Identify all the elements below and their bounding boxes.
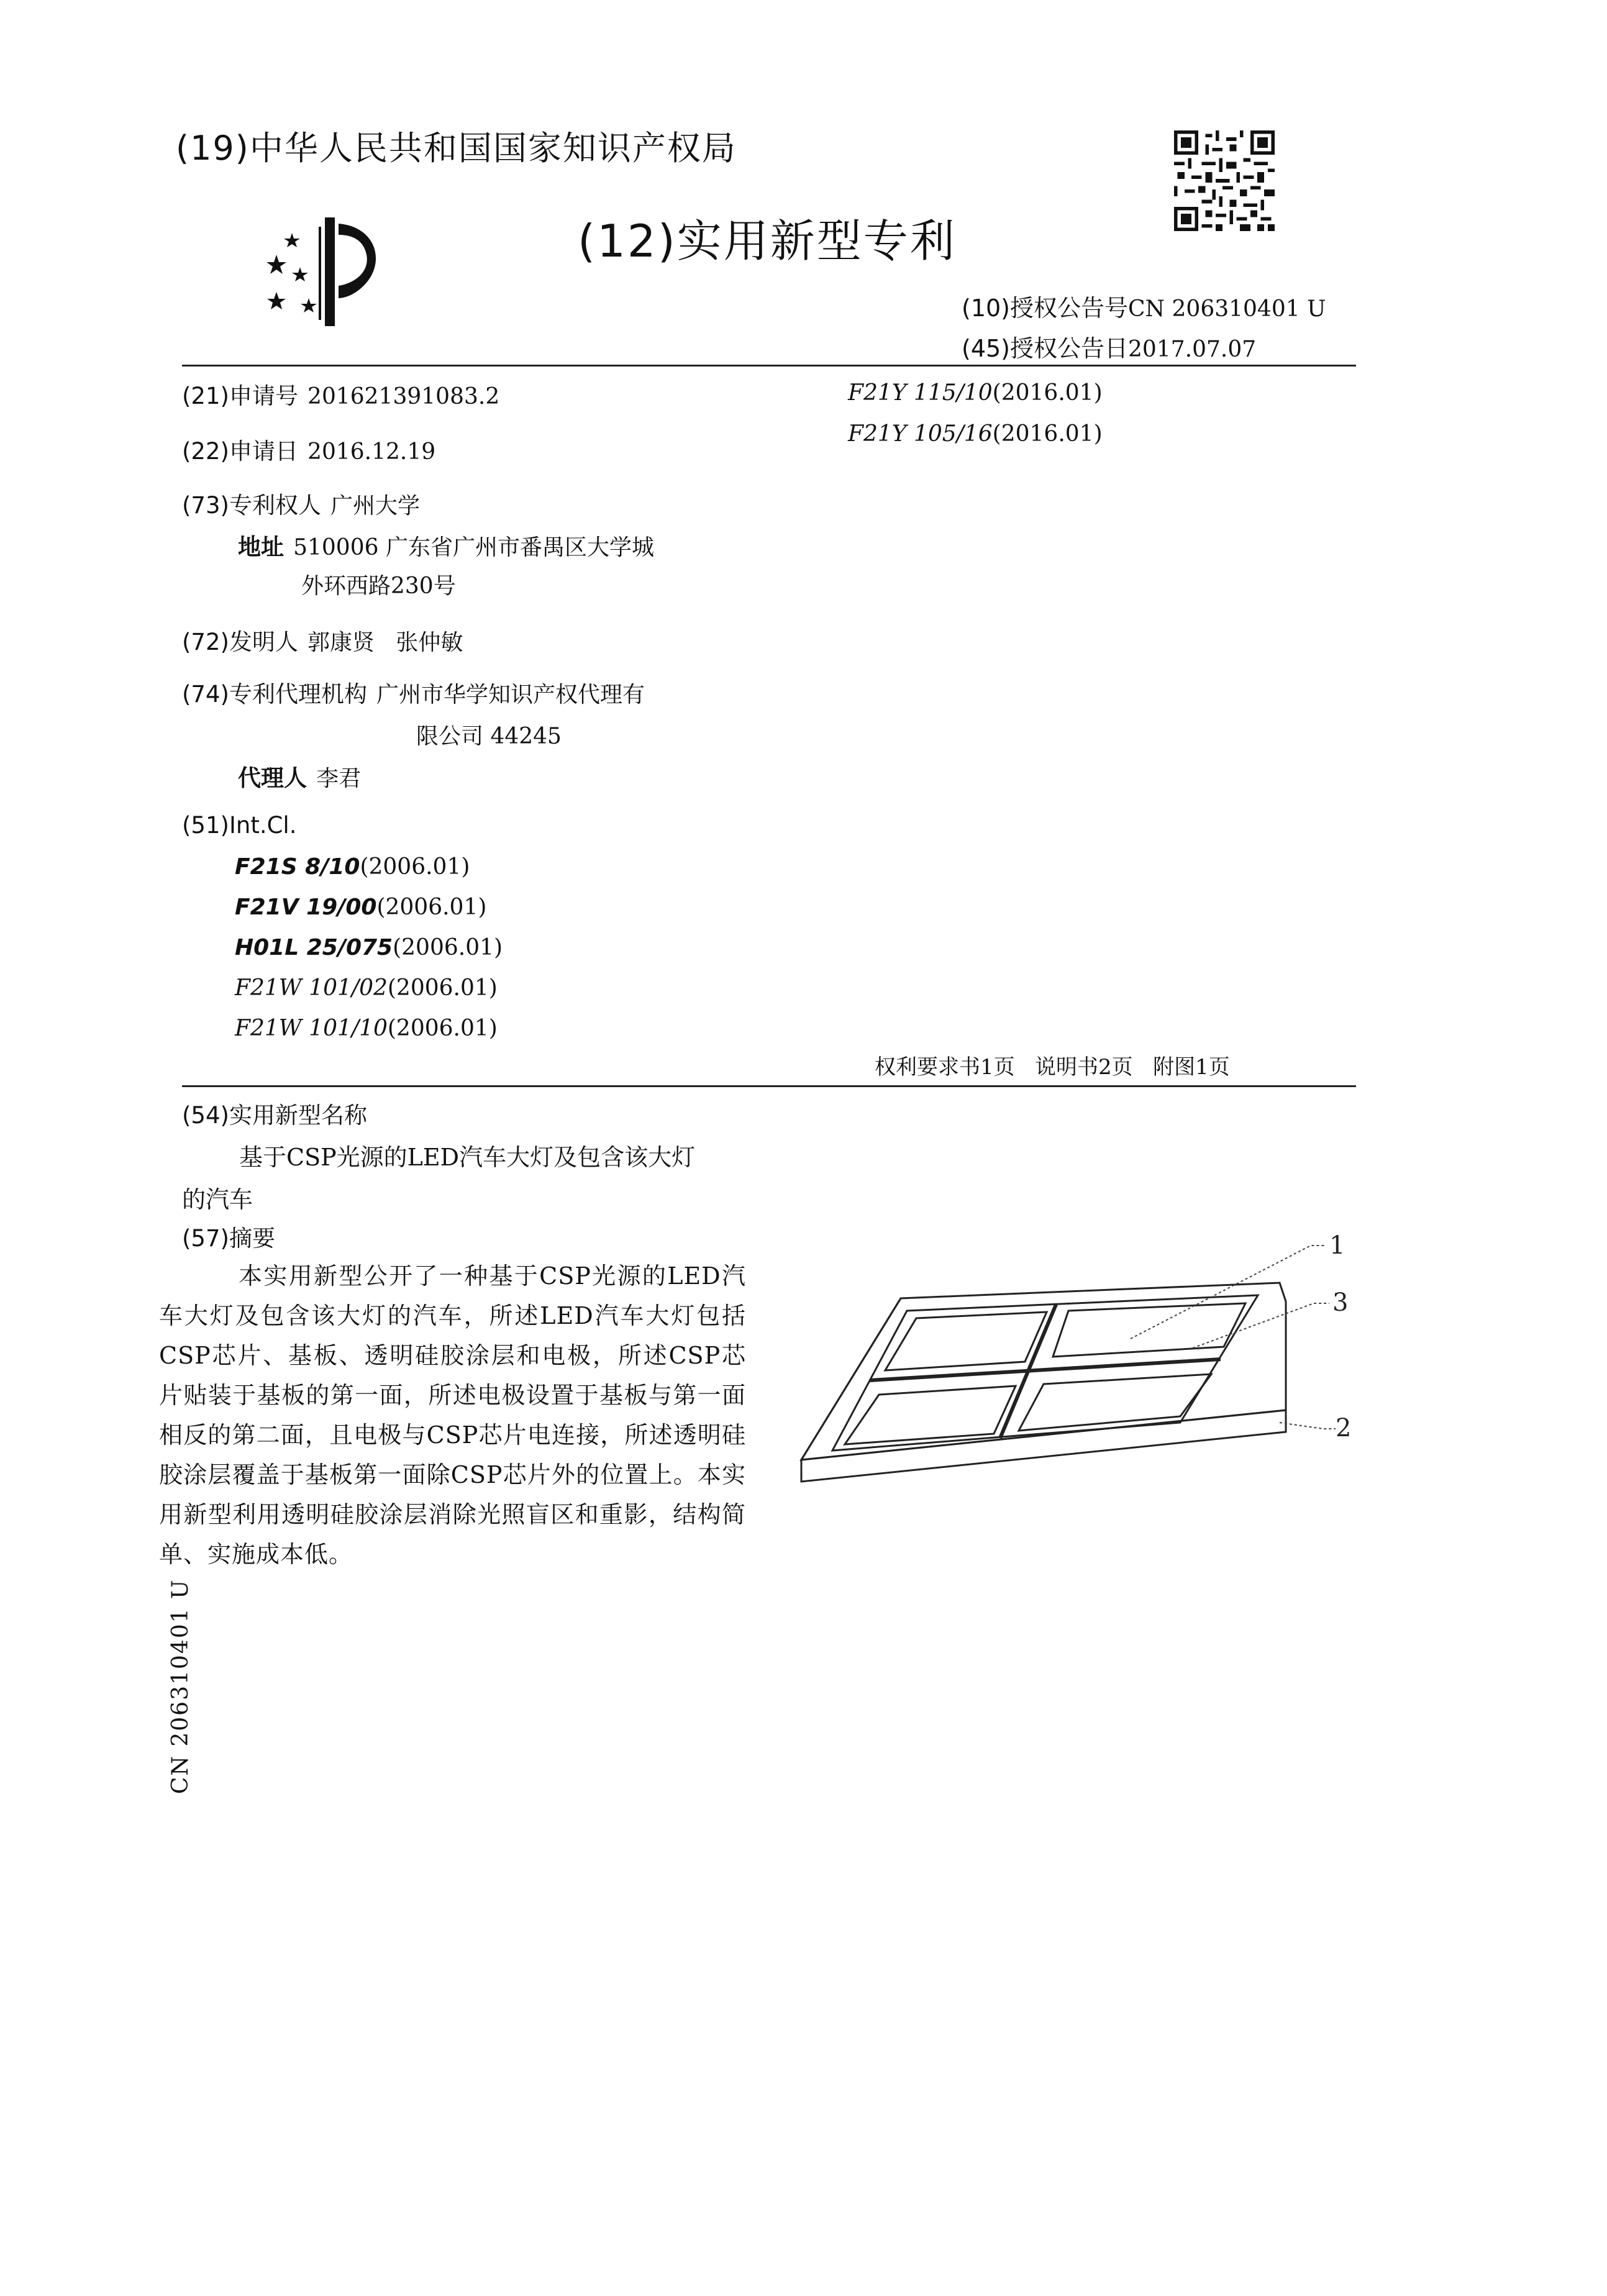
application-number-label: (21)申请号	[182, 383, 298, 409]
secondary-ipc-version: (2016.01)	[992, 421, 1103, 447]
secondary-ipc-code: F21Y 115/10	[848, 380, 993, 406]
publication-number-label: (10)授权公告号	[962, 294, 1129, 322]
intcl-code: F21V 19/00	[235, 895, 377, 920]
agency-line2: 限公司 44245	[416, 724, 562, 749]
cnipa-logo	[252, 205, 394, 329]
figure-label-3: 3	[1332, 1288, 1349, 1317]
abstract-text: 本实用新型公开了一种基于CSP光源的LED汽车大灯及包含该大灯的汽车，所述LED汽车大灯包括CSP芯片、基板、透明硅胶涂层和电极，所述CSP芯片贴装于基板的第一面，所述电极设置于基板与第一面相反的第二面，且电极与CSP芯片电连接，所述透明硅胶涂层覆盖于基板第一面除CSP芯片外的位置上。本实用新型利用透明硅胶涂层消除光照盲区和重影，结构简单、实施成本低。	[159, 1262, 746, 1568]
agency-label: (74)专利代理机构	[182, 681, 367, 708]
publication-number	[962, 289, 1326, 323]
intcl-version: (2006.01)	[376, 895, 487, 920]
agent-value: 李君	[316, 766, 362, 791]
publication-date	[962, 329, 1256, 363]
figure-label-2: 2	[1336, 1414, 1352, 1442]
address	[238, 528, 654, 562]
address-line1: 510006 广东省广州市番禺区大学城	[293, 535, 654, 560]
intcl-version: (2006.01)	[387, 975, 498, 1001]
figure-label-1: 1	[1329, 1231, 1345, 1260]
agent	[238, 759, 361, 793]
secondary-ipc-entry	[848, 421, 1103, 447]
patent-type-title: (12)实用新型专利	[578, 215, 957, 267]
address-label: 地址	[238, 534, 284, 560]
patentee	[182, 486, 420, 520]
filing-date-label: (22)申请日	[182, 438, 298, 465]
agent-label: 代理人	[238, 765, 307, 791]
intcl-version: (2006.01)	[360, 854, 470, 880]
intcl-entry	[235, 975, 498, 1001]
application-number	[182, 377, 499, 411]
title-label: (54)实用新型名称	[182, 1102, 367, 1129]
inventors-label: (72)发明人	[182, 629, 298, 655]
patentee-value: 广州大学	[330, 493, 421, 519]
filing-date	[182, 432, 435, 466]
application-number-value: 201621391083.2	[307, 384, 500, 409]
publication-date-label: (45)授权公告日	[962, 335, 1129, 362]
qr-code	[1174, 130, 1275, 231]
agency	[182, 675, 645, 709]
side-publication-number: CN 206310401 U	[168, 1578, 193, 1794]
intcl-entry	[235, 1016, 498, 1041]
publication-date-value: 2017.07.07	[1128, 337, 1257, 362]
patentee-label: (73)专利权人	[182, 492, 321, 519]
intcl-entry	[235, 895, 486, 920]
page-counts: 权利要求书1页 说明书2页 附图1页	[875, 1055, 1230, 1080]
filing-date-value: 2016.12.19	[307, 439, 436, 465]
intcl-label: (51)Int.Cl.	[182, 812, 297, 839]
secondary-ipc-version: (2016.01)	[992, 380, 1103, 406]
intcl-version: (2006.01)	[387, 1016, 498, 1041]
inventors	[182, 623, 463, 657]
headlamp-drawing	[795, 1218, 1367, 1510]
agency-line1: 广州市华学知识产权代理有	[376, 682, 645, 708]
secondary-ipc-entry	[848, 380, 1103, 406]
intcl-entry	[235, 935, 503, 960]
intcl-version: (2006.01)	[393, 935, 503, 960]
intcl-code: F21S 8/10	[235, 854, 360, 880]
secondary-ipc-code: F21Y 105/16	[848, 421, 993, 447]
inventors-value: 郭康贤 张仲敏	[307, 630, 463, 655]
utility-model-title-line2: 的汽车	[182, 1186, 253, 1213]
intcl-code: F21W 101/02	[235, 975, 388, 1001]
address-line2: 外环西路230号	[301, 573, 456, 599]
utility-model-title-line1: 基于CSP光源的LED汽车大灯及包含该大灯	[239, 1144, 696, 1171]
intcl-code: F21W 101/10	[235, 1016, 388, 1041]
office-name: (19)中华人民共和国国家知识产权局	[176, 129, 737, 168]
header-divider	[182, 365, 1356, 367]
publication-number-value: CN 206310401 U	[1128, 296, 1326, 322]
intcl-code: H01L 25/075	[235, 935, 393, 960]
abstract-label: (57)摘要	[182, 1225, 275, 1252]
intcl-entry	[235, 854, 470, 880]
biblio-divider	[182, 1085, 1356, 1087]
